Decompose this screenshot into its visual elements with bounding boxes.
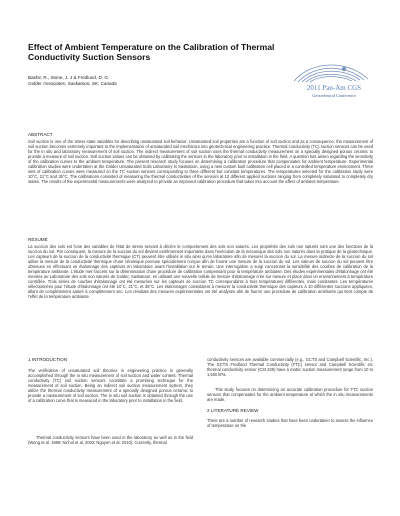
intro-paragraph-1: The verification of unsaturated soil theories in engineering practice is generally accomplished through the in situ measurement of soil suction and water content. Thermal conductivity (TC) soil suction sensors constitute a promising technique for the measurement of soil suction. Being an indirect soil suction measurement system, they utilize the thermal conductivity measurement of a specially designed porous ceramic to provide a measurement of soil suction. The in situ soil suction is obtained through the use of a calibration curve that is measured in the laboratory prior to installation in the field. (28, 368, 193, 404)
section-heading-introduction: 1 INTRODUCTION (28, 357, 68, 362)
resume-heading: RÉSUMÉ (28, 237, 48, 242)
abstract-heading: ABSTRACT (28, 132, 53, 137)
logo-line-1: 2011 Pan-Am CGS (306, 84, 362, 92)
paper-affiliation: Golder Associates, Saskatoon, SK, Canada (28, 81, 117, 86)
logo-line-2: Geotechnical Conference (312, 93, 356, 98)
resume-text: La succion des sols est l'une des variables de l'état de stress servant à décrire le comportement des sols non saturés. Les propriétés des sols non saturés sont une des fonctions de la succion du sol. Par conséquent, la mesure de la succion du sol devient extrêmement importante dans l'exécution de la mécanique des sols non saturés dans la pratique de la géotechnique. Les capteurs de la succion de la conductivité thermique (CT) peuvent être utilisés in situ ainsi qu'en laboratoire afin de mesurer la succion du sol. La mesure indirecte de la succion du sol utilise la mesure de la conductivité thermique d'une céramique poreuse spécialement conçue afin de fournir une mesure de la succion du sol. Les valeurs de succion du sol peuvent être obtenues en effectuant un étalonnage des capteurs en laboratoire avant l'installation sur le terrain. Une interrogation a surgi concernant la sensibilité des courbes de calibration de la température ambiante. L'étude met l'accent sur la détermination d'une procédure de calibration compensant pour la température ambiante. Des études expérimentales d'étalonnage ont été menées au Laboratoire des sols non saturés de Golder, Saskatoon, en utilisant une nouvelle cellule de mesure d'étalonnage crée sur mesure et placé dans un environnement à température contrôlée. Trois séries de courbes d'étalonnage ont été mesurées sur les capteurs de succion TC correspondants à trois températures différentes, mais constantes. Les températures sélectionnées pour l'étude d'étalonnage ont été 10°C, 21°C, et 35°C. Les étalonnages consistaient à mesurer la conductivité thermique des capteurs à 10 différentes succions appliquées, allant de complètement saturé à complètement sec. Les résultats des mesures expérimentales ont été analysés afin de fournir une procédure de calibration améliorée qui tient compte de l'effet de la température ambiante. (28, 244, 373, 300)
section-heading-literature-review: 2 LITERATURE REVIEW (207, 408, 259, 413)
literature-paragraph-1: There are a number of research studies that have been undertaken to assess the influence of temperature on the (207, 418, 373, 429)
paper-authors: Bashir, R., Stone, J. J & Fredlund, D. G. (28, 75, 110, 80)
intro-paragraph-2: Thermal conductivity sensors have been used in the laboratory as well as in the field (Wong et al. 1989; Nichol et al. 2003; Nguyen et al. 2010). Currently, thermal (28, 435, 193, 446)
abstract-text: Soil suction is one of the stress state variables for describing unsaturated soil behavior. Unsaturated soil properties are a function of soil suction and as a consequence, the measurement of soil suction becomes extremely important to the implementation of unsaturated soil mechanics into geotechnical engineering practice. Thermal conductivity (TC) suction sensors can be used for the in situ and laboratory measurement of soil suction. The indirect measurement of soil suction uses the thermal conductivity measurement on a specially designed porous ceramic to provide a measure of soil suction. Soil suction values can be obtained by calibrating the sensors in the laboratory prior to installation in the field. A question has arisen regarding the sensitivity of the calibration curves to the ambient temperature. The present research study focuses on determining a calibration procedure that compensates for ambient temperature. Experimental calibration studies were undertaken at the Golder Unsaturated Soils Laboratory in Saskatoon, using a new custom built calibration cell placed in a controlled temperature environment. Three sets of calibration curves were measured on the TC suction sensors corresponding to three different but constant temperatures. The temperatures selected for the calibration study were 10°C, 21°C and 35°C. The calibrations consisted of measuring the thermal conductivities of the sensors at 10 different applied suctions ranging from completely saturated to completely dry states. The results of the experimental measurements were analyzed to provide an improved calibration procedure that takes into account the affect of ambient temperature. (28, 139, 373, 185)
right-paragraph-1: conductivity sensors are available commercially (e.g., GCTS and Campbell Scientific, Inc.). The GCTS Fredlund Thermal Conductivity (FTC) sensor and Campbell Scientific Inc thermal conductivity sensor (CSI 229) have a matric suction measurement range from 10 to 1,500 kPa. (207, 357, 373, 378)
right-paragraph-2: This study focuses on determining an accurate calibration procedure for FTC suction sensors that compensates for the ambient temperature at which the in situ measurements are made. (207, 387, 373, 403)
paper-title: Effect of Ambient Temperature on the Calibration of Thermal Conductivity Suction Sensors (28, 42, 275, 63)
